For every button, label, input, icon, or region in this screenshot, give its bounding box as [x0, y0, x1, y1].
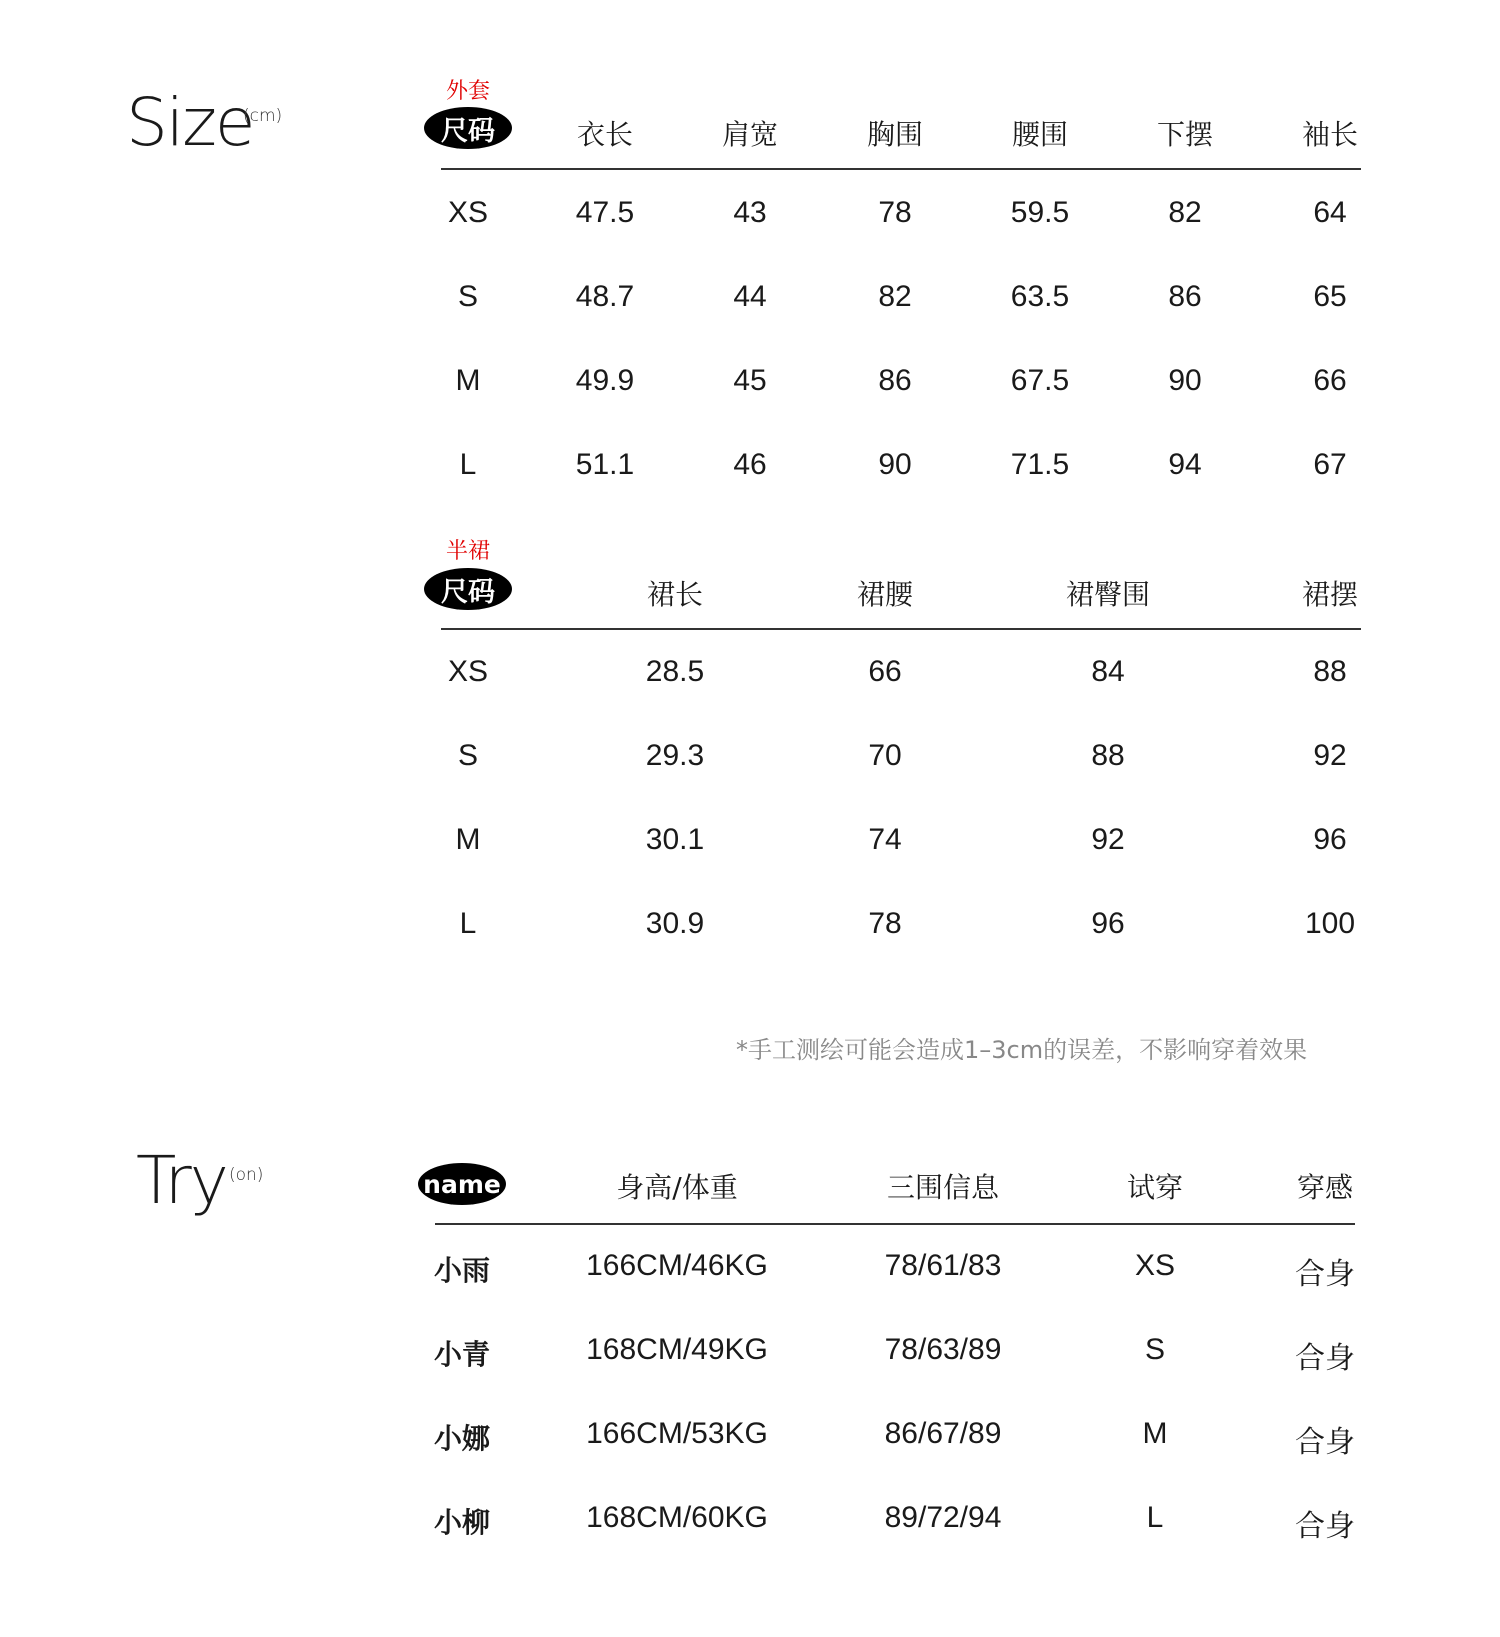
try_section-header-3: 穿感 [1296, 1171, 1354, 1204]
jacket_table-row-3-cell-3: 71.5 [1010, 448, 1070, 481]
try-header-divider [435, 1223, 1355, 1225]
skirt_table-row-3-cell-2: 96 [1091, 907, 1125, 940]
jacket_table-row-3-cell-1: 46 [733, 448, 767, 481]
skirt_table-row-2-cell-0: 30.1 [645, 823, 705, 856]
skirt_table-row-0-cell-0: 28.5 [645, 655, 705, 688]
try_section-row-0-cell-0: 166CM/46KG [586, 1249, 768, 1282]
try_section-row-3-cell-3: 合身 [1295, 1510, 1355, 1543]
try_section-row-2-cell-1: 86/67/89 [884, 1417, 1002, 1450]
skirt_table-row-1-cell-2: 88 [1091, 739, 1125, 772]
skirt_table-header-0: 裙长 [646, 578, 704, 611]
skirt_table-row-3-cell-1: 78 [868, 907, 902, 940]
jacket_table-row-0-cell-5: 64 [1313, 196, 1347, 229]
try-name-pill: name [418, 1163, 506, 1205]
jacket_table-row-1-label: S [457, 280, 479, 313]
skirt_table-row-0-cell-1: 66 [868, 655, 902, 688]
jacket_table-row-0-cell-0: 47.5 [575, 196, 635, 229]
try_section-row-3-cell-1: 89/72/94 [884, 1501, 1002, 1534]
skirt_table-row-0-cell-2: 84 [1091, 655, 1125, 688]
skirt_table-row-1-cell-0: 29.3 [645, 739, 705, 772]
skirt_table-row-3-cell-3: 100 [1304, 907, 1356, 940]
try_section-header-2: 试穿 [1126, 1171, 1184, 1204]
jacket_table-row-1-cell-1: 44 [733, 280, 767, 313]
jacket_table-row-1-cell-4: 86 [1168, 280, 1202, 313]
try_section-row-1-label: 小青 [433, 1338, 491, 1371]
jacket-category-label: 外套 [445, 78, 490, 103]
jacket_table-row-1-cell-3: 63.5 [1010, 280, 1070, 313]
jacket_table-row-1-cell-0: 48.7 [575, 280, 635, 313]
jacket_table-header-5: 袖长 [1301, 118, 1359, 151]
jacket_table-row-0-cell-1: 43 [733, 196, 767, 229]
jacket_table-row-3-cell-5: 67 [1313, 448, 1347, 481]
try_section-row-2-label: 小娜 [433, 1422, 491, 1455]
try_section-row-3-cell-2: L [1146, 1501, 1164, 1534]
jacket_table-row-1-cell-5: 65 [1313, 280, 1347, 313]
try-section-title: Try [136, 1142, 227, 1219]
try_section-header-1: 三围信息 [886, 1171, 1000, 1204]
try_section-row-2-cell-0: 166CM/53KG [586, 1417, 768, 1450]
try_section-row-3-label: 小柳 [433, 1506, 491, 1539]
skirt_table-row-2-cell-3: 96 [1313, 823, 1347, 856]
try_section-row-1-cell-2: S [1144, 1333, 1166, 1366]
jacket_table-row-2-cell-2: 86 [878, 364, 912, 397]
skirt_table-row-0-cell-3: 88 [1313, 655, 1347, 688]
try_section-row-0-cell-1: 78/61/83 [884, 1249, 1002, 1282]
skirt_table-row-1-cell-1: 70 [868, 739, 902, 772]
jacket_table-row-3-cell-0: 51.1 [575, 448, 635, 481]
skirt_table-row-2-label: M [455, 823, 481, 856]
try-section-unit: (on) [229, 1165, 264, 1185]
jacket_table-row-0-cell-4: 82 [1168, 196, 1202, 229]
try_section-row-0-cell-3: 合身 [1295, 1258, 1355, 1291]
jacket_table-header-3: 腰围 [1011, 118, 1069, 151]
jacket_table-row-2-cell-3: 67.5 [1010, 364, 1070, 397]
jacket_table-row-1-cell-2: 82 [878, 280, 912, 313]
try_section-row-0-label: 小雨 [433, 1254, 491, 1287]
skirt_table-row-0-label: XS [447, 655, 489, 688]
jacket_table-row-2-cell-0: 49.9 [575, 364, 635, 397]
try_section-row-2-cell-2: M [1142, 1417, 1168, 1450]
skirt_table-row-2-cell-1: 74 [868, 823, 902, 856]
jacket_table-row-2-cell-1: 45 [733, 364, 767, 397]
try_section-header-0: 身高/体重 [616, 1171, 738, 1204]
try_section-row-0-cell-2: XS [1134, 1249, 1176, 1282]
jacket_table-row-0-cell-3: 59.5 [1010, 196, 1070, 229]
size-section-unit: (cm) [243, 106, 283, 126]
jacket_table-row-0-cell-2: 78 [878, 196, 912, 229]
jacket_table-row-2-cell-5: 66 [1313, 364, 1347, 397]
try_section-row-1-cell-3: 合身 [1295, 1342, 1355, 1375]
skirt_table-row-3-label: L [459, 907, 477, 940]
jacket_table-row-3-cell-4: 94 [1168, 448, 1202, 481]
try_section-row-3-cell-0: 168CM/60KG [586, 1501, 768, 1534]
skirt_table-row-1-label: S [457, 739, 479, 772]
skirt_table-header-2: 裙臀围 [1065, 578, 1151, 611]
skirt_table-row-2-cell-2: 92 [1091, 823, 1125, 856]
jacket_table-row-0-label: XS [447, 196, 489, 229]
try_section-row-2-cell-3: 合身 [1295, 1426, 1355, 1459]
jacket-header-divider [441, 168, 1361, 170]
jacket_table-header-2: 胸围 [866, 118, 924, 151]
jacket-size-pill: 尺码 [424, 107, 512, 149]
jacket_table-header-4: 下摆 [1156, 118, 1214, 151]
jacket_table-row-3-cell-2: 90 [878, 448, 912, 481]
jacket_table-row-2-label: M [455, 364, 481, 397]
jacket_table-header-1: 肩宽 [721, 118, 779, 151]
measurement-note: *手工测绘可能会造成1–3cm的误差，不影响穿着效果 [736, 1036, 1308, 1064]
try_section-row-1-cell-0: 168CM/49KG [586, 1333, 768, 1366]
skirt_table-header-1: 裙腰 [856, 578, 914, 611]
jacket_table-header-0: 衣长 [576, 118, 634, 151]
skirt_table-row-1-cell-3: 92 [1313, 739, 1347, 772]
skirt-size-pill: 尺码 [424, 568, 512, 610]
skirt-category-label: 半裙 [445, 538, 490, 563]
jacket_table-row-3-label: L [459, 448, 477, 481]
skirt_table-header-3: 裙摆 [1301, 578, 1359, 611]
skirt-header-divider [441, 628, 1361, 630]
try_section-row-1-cell-1: 78/63/89 [884, 1333, 1002, 1366]
jacket_table-row-2-cell-4: 90 [1168, 364, 1202, 397]
skirt_table-row-3-cell-0: 30.9 [645, 907, 705, 940]
size-section-title: Size [126, 84, 254, 161]
